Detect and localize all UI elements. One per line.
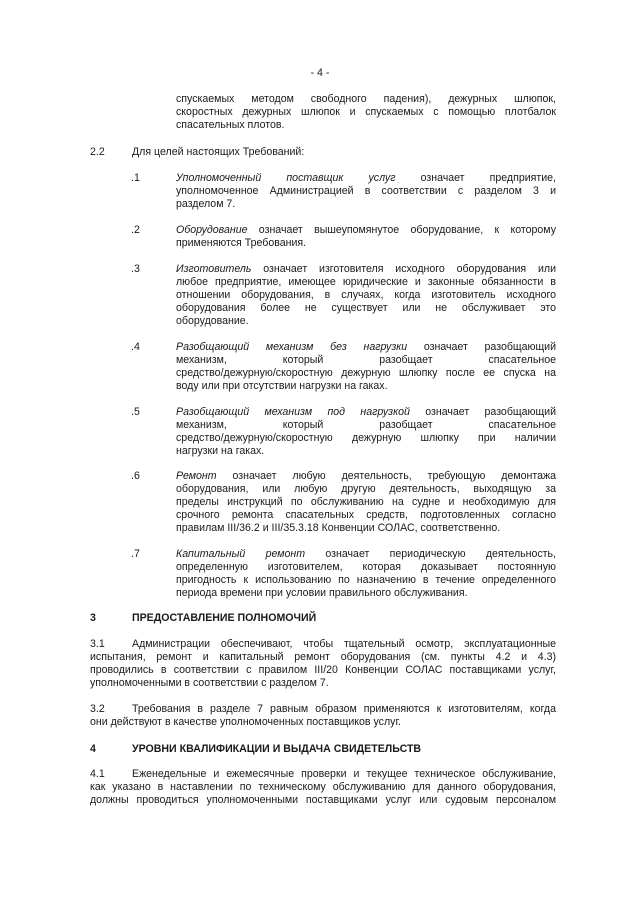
text-line: механизм, который разобщает спасательное bbox=[176, 354, 556, 366]
section-number: 4 bbox=[90, 743, 96, 755]
text-line: Администрации обеспечивают, чтобы тщательный осмотр, эксплуатационные bbox=[132, 638, 556, 650]
text-line: они действуют в качестве уполномоченных поставщиков услуг. bbox=[90, 716, 401, 728]
text-line: воду или при отсутствии нагрузки на гаках. bbox=[176, 380, 388, 392]
section-title: УРОВНИ КВАЛИФИКАЦИИ И ВЫДАЧА СВИДЕТЕЛЬСТВ bbox=[132, 743, 422, 755]
page-number: - 4 - bbox=[310, 67, 330, 79]
definition-term: Оборудование bbox=[176, 224, 248, 236]
text-line: правилам III/36.2 и III/35.3.18 Конвенции СОЛАС, соответственно. bbox=[176, 522, 501, 534]
text-line: скоростных дежурных шлюпок и спускаемых с помощью плотбалок bbox=[176, 106, 556, 118]
text-line: означает любую деятельность, требующую демонтажа bbox=[216, 470, 556, 482]
definition-item bbox=[176, 548, 556, 600]
text-line: означает вышеупомянутое оборудование, к которому bbox=[247, 224, 556, 236]
text-line: означает предприятие, bbox=[395, 172, 556, 184]
definition-item bbox=[176, 172, 556, 211]
text-line: пределы инструкций по обслуживанию на судне и необходимую для bbox=[176, 496, 556, 508]
paragraph bbox=[90, 638, 556, 690]
text-line: срочного ремонта спасательных средств, подготовленных согласно bbox=[176, 509, 556, 521]
definition-item bbox=[176, 341, 556, 393]
paragraph-number: 3.1 bbox=[90, 638, 105, 650]
text-line: оборудование. bbox=[176, 315, 249, 327]
text-line: пригодность к использованию по назначению в течение определенного bbox=[176, 574, 556, 586]
intro-paragraph bbox=[176, 93, 556, 132]
text-line: отношении оборудования, в случаях, когда изготовитель исходного bbox=[176, 289, 556, 301]
text-line: оборудования, или любую другую деятельность, выходящую за bbox=[176, 483, 556, 495]
definition-number: .4 bbox=[131, 341, 140, 353]
section-title: ПРЕДОСТАВЛЕНИЕ ПОЛНОМОЧИЙ bbox=[132, 612, 317, 624]
text-line: означает изготовителя исходного оборудования или bbox=[251, 263, 556, 275]
definition-number: .7 bbox=[131, 548, 140, 560]
definition-number: .2 bbox=[131, 224, 140, 236]
definition-item bbox=[176, 406, 556, 458]
text-line: уполномоченными в соответствии с разделом 7. bbox=[90, 677, 329, 689]
text-line: применяются Требования. bbox=[176, 237, 307, 249]
section-number: 3 bbox=[90, 612, 96, 624]
definition-term: Разобщающий механизм под нагрузкой bbox=[176, 406, 410, 418]
text-line: означает разобщающий bbox=[407, 341, 557, 353]
definition-item bbox=[176, 263, 556, 328]
text-line: проводились в соответствии с правилом III/20 Конвенции СОЛАС поставщиками услуг, bbox=[90, 664, 556, 676]
definition-term: Изготовитель bbox=[176, 263, 252, 275]
text-line: механизм, который разобщает спасательное bbox=[176, 419, 556, 431]
text-line: разделом 7. bbox=[176, 198, 236, 210]
text-line: Еженедельные и ежемесячные проверки и текущее техническое обслуживание, bbox=[132, 768, 556, 780]
text-line: означает разобщающий bbox=[409, 406, 557, 418]
text-line: уполномоченное Администрацией в соответствии с разделом 3 и bbox=[176, 185, 556, 197]
paragraph-text: Для целей настоящих Требований: bbox=[132, 146, 305, 158]
definition-term: Капитальный ремонт bbox=[176, 548, 306, 560]
text-line: средство/дежурную/скоростную дежурную шлюпку при наличии bbox=[176, 432, 556, 444]
paragraph-number: 3.2 bbox=[90, 703, 105, 715]
paragraph bbox=[90, 703, 556, 729]
text-line: испытания, ремонт и капитальный ремонт оборудования (см. пункты 4.2 и 4.3) bbox=[90, 651, 556, 663]
definition-number: .5 bbox=[131, 406, 140, 418]
paragraph bbox=[90, 768, 556, 807]
text-line: спускаемых методом свободного падения), дежурных шлюпок, bbox=[176, 93, 556, 105]
definition-number: .1 bbox=[131, 172, 140, 184]
text-line: оборудования более не существует или не обслуживает это bbox=[176, 302, 556, 314]
definition-term: Разобщающий механизм без нагрузки bbox=[176, 341, 408, 353]
definition-term: Уполномоченный поставщик услуг bbox=[176, 172, 396, 184]
text-line: спасательных плотов. bbox=[176, 119, 285, 131]
paragraph-number: 2.2 bbox=[90, 146, 105, 158]
text-line: означает периодическую деятельность, bbox=[305, 548, 556, 560]
definition-term: Ремонт bbox=[176, 470, 217, 482]
text-line: должны проводиться уполномоченными поставщиками услуг или судовым персоналом bbox=[90, 794, 556, 806]
paragraph-number: 4.1 bbox=[90, 768, 105, 780]
text-line: Требования в разделе 7 равным образом применяются к изготовителям, когда bbox=[132, 703, 556, 715]
definition-number: .6 bbox=[131, 470, 140, 482]
definition-item bbox=[176, 470, 556, 535]
text-line: определенную изготовителем, которая доказывает постоянную bbox=[176, 561, 556, 573]
text-line: средство/дежурную/скоростную дежурную шлюпку после ее спуска на bbox=[176, 367, 556, 379]
text-line: любое предприятие, имеющее юридические и законные обязанности в bbox=[176, 276, 556, 288]
definition-item bbox=[176, 224, 556, 250]
text-line: как указано в наставлении по техническому обслуживанию для данного оборудования, bbox=[90, 781, 556, 793]
definition-number: .3 bbox=[131, 263, 140, 275]
text-line: нагрузки на гаках. bbox=[176, 445, 265, 457]
text-line: периода времени при условии правильного обслуживания. bbox=[176, 587, 468, 599]
